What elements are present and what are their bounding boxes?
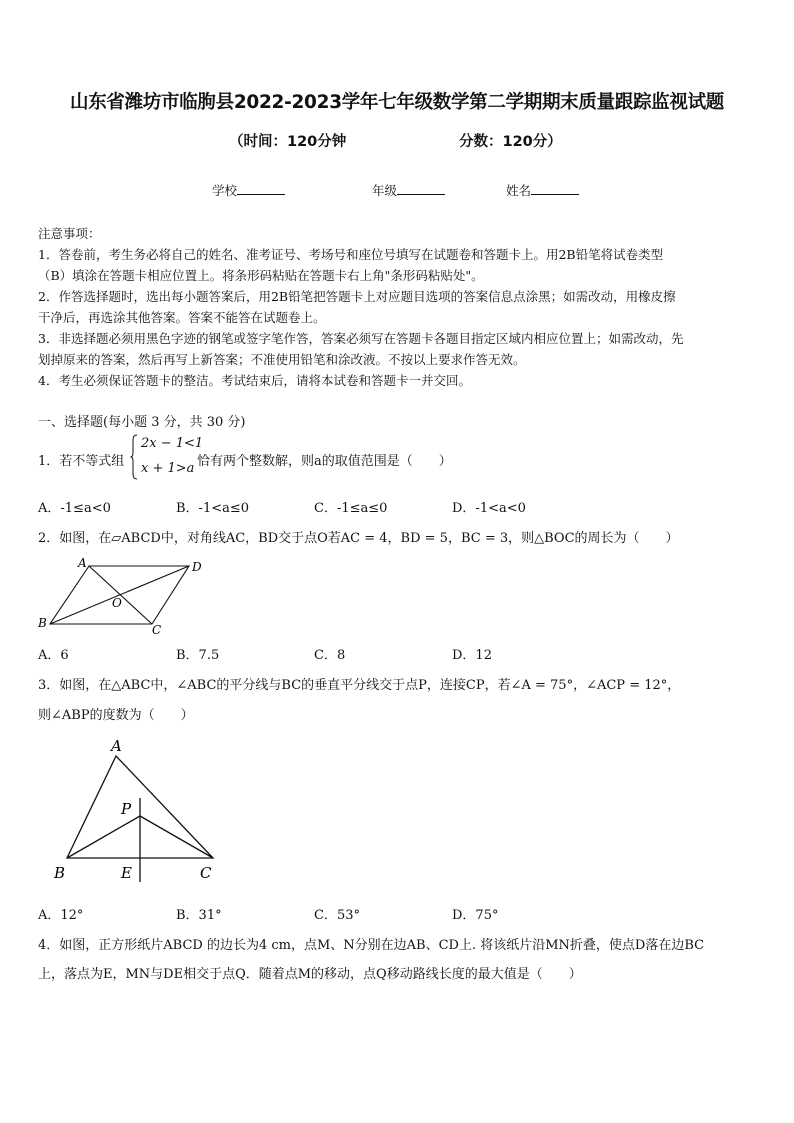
- system-line-2: x + 1>a: [141, 461, 195, 476]
- q1-option-d[interactable]: D．-1<a<0: [452, 501, 526, 516]
- question-1-suffix: 恰有两个整数解，则a的取值范围是（ ）: [197, 454, 452, 469]
- total-score: 分数：120分）: [459, 134, 562, 150]
- note-line: 3．非选择题必须用黑色字迹的钢笔或签字笔作答，答案必须写在答题卡各题目指定区域内相应位置上；如需改动，先: [38, 331, 684, 346]
- question-4-line-1: 4．如图，正方形纸片ABCD 的边长为4 cm，点M、N分别在边AB、CD上. 将该纸片沿MN折叠，使点D落在边BC: [38, 938, 705, 953]
- q2-option-d[interactable]: D．12: [452, 648, 492, 663]
- question-3-line-2: 则∠ABP的度数为（ ）: [38, 708, 194, 723]
- school-label: 学校: [212, 183, 238, 198]
- q3-option-b[interactable]: B．31°: [176, 908, 222, 923]
- question-1-prefix: 1．若不等式组: [38, 454, 125, 469]
- note-line: 2．作答选择题时，选出每小题答案后，用2B铅笔把答题卡上对应题目选项的答案信息点涂黑；如需改动，用橡皮擦: [38, 289, 676, 304]
- brace-icon: [130, 434, 138, 480]
- q3-option-c[interactable]: C．53°: [314, 908, 360, 923]
- note-line: 干净后，再选涂其他答案。答案不能答在试题卷上。: [38, 310, 326, 325]
- question-3-line-1: 3．如图，在△ABC中，∠ABC的平分线与BC的垂直平分线交于点P，连接CP，若∠A = 75°，∠ACP = 12°，: [38, 678, 681, 693]
- school-field: [212, 181, 285, 199]
- time-limit: （时间：120分钟: [229, 134, 347, 150]
- label-d: D: [192, 560, 202, 574]
- note-line: 划掉原来的答案，然后再写上新答案；不准使用铅笔和涂改液。不按以上要求作答无效。: [38, 352, 526, 367]
- label-b: B: [38, 616, 47, 630]
- q2-option-c[interactable]: C．8: [314, 648, 346, 663]
- q1-option-a[interactable]: A．-1≤a<0: [38, 501, 111, 516]
- label-c: C: [200, 864, 212, 882]
- q1-option-b[interactable]: B．-1<a≤0: [176, 501, 250, 516]
- notes-heading: 注意事项：: [38, 226, 101, 241]
- name-label: 姓名: [506, 183, 532, 198]
- notes-section: [38, 223, 760, 391]
- label-o: O: [112, 596, 122, 610]
- label-c: C: [152, 623, 162, 637]
- system-line-1: 2x − 1<1: [141, 436, 204, 451]
- note-line: 4．考生必须保证答题卡的整洁。考试结束后，请将本试卷和答题卡一并交回。: [38, 373, 471, 388]
- school-blank: [237, 182, 285, 195]
- triangle-figure: [50, 736, 230, 884]
- grade-blank: [397, 182, 445, 195]
- exam-title: 山东省潍坊市临朐县2022-2023学年七年级数学第二学期期末质量跟踪监视试题: [70, 92, 724, 113]
- parallelogram-figure: [34, 556, 214, 638]
- q2-option-a[interactable]: A．6: [38, 648, 69, 663]
- label-p: P: [121, 800, 132, 818]
- note-line: （B）填涂在答题卡相应位置上。将条形码粘贴在答题卡右上角"条形码粘贴处"。: [38, 268, 484, 283]
- grade-label: 年级: [372, 183, 398, 198]
- name-blank: [531, 182, 579, 195]
- question-2-text: 2．如图，在▱ABCD中，对角线AC，BD交于点O若AC = 4，BD = 5，BC = 3，则△BOC的周长为（ ）: [38, 531, 679, 546]
- label-b: B: [54, 864, 66, 882]
- grade-field: [372, 181, 445, 199]
- question-4-line-2: 上，落点为E，MN与DE相交于点Q．随着点M的移动，点Q移动路线长度的最大值是（ ）: [38, 967, 582, 982]
- label-a: A: [111, 737, 122, 755]
- label-a: A: [78, 556, 87, 570]
- label-e: E: [121, 864, 132, 882]
- q2-option-b[interactable]: B．7.5: [176, 648, 220, 663]
- q3-option-a[interactable]: A．12°: [38, 908, 84, 923]
- name-field: [506, 181, 579, 199]
- section-heading: 一、选择题(每小题 3 分，共 30 分): [38, 415, 246, 430]
- q3-option-d[interactable]: D．75°: [452, 908, 499, 923]
- note-line: 1．答卷前，考生务必将自己的姓名、准考证号、考场号和座位号填写在试题卷和答题卡上。用2B铅笔将试卷类型: [38, 247, 664, 262]
- q1-option-c[interactable]: C．-1≤a≤0: [314, 501, 388, 516]
